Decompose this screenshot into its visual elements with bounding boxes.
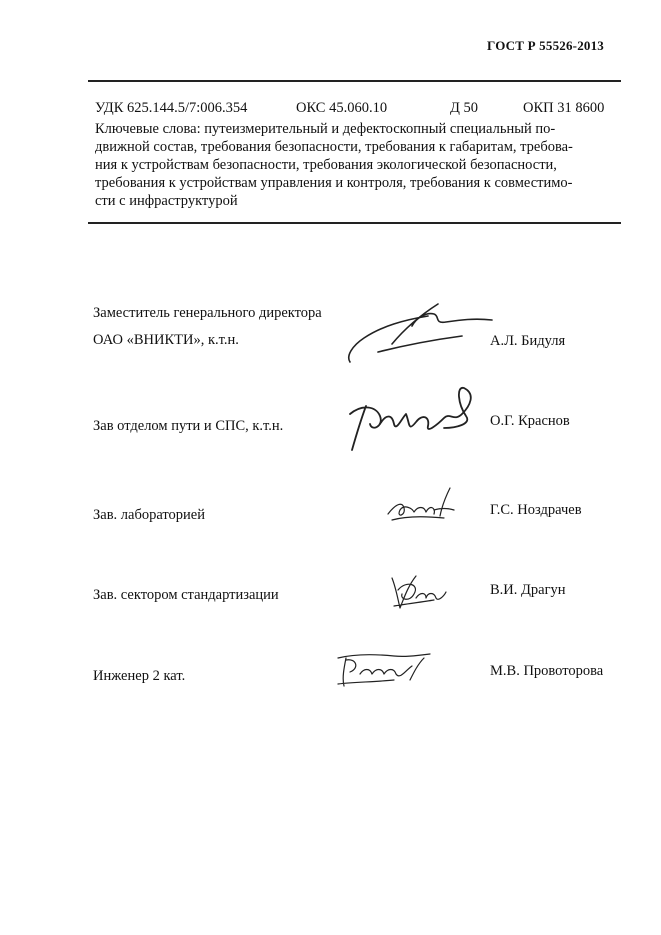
signatory-row xyxy=(93,582,623,602)
bottom-rule xyxy=(88,222,621,224)
udk-code: УДК 625.144.5/7:006.354 xyxy=(95,100,248,116)
signatory-name: В.И. Драгун xyxy=(490,582,566,598)
oks-code: ОКС 45.060.10 xyxy=(296,100,388,116)
signature-image xyxy=(342,296,512,368)
okp-code: ОКП 31 8600 xyxy=(523,100,605,116)
signatory-name: О.Г. Краснов xyxy=(490,413,570,429)
signatory-name: А.Л. Бидуля xyxy=(490,333,566,349)
signatory-title: Зав. сектором стандартизации xyxy=(93,587,279,603)
signatory-title: Заместитель генерального директора ОАО «ВНИКТИ», к.т.н. xyxy=(93,305,322,348)
keywords-paragraph: Ключевые слова: путеизмерительный и дефектоскопный специальный по- движной состав, требования безопасности, требования к габаритам, требова- ния к устройствам безопасности, требования экологической безопасности, требования к устройствам управления и контроля, требования к совместимо- сти с инфраструктурой xyxy=(95,121,573,209)
signatory-title: Инженер 2 кат. xyxy=(93,668,186,684)
top-rule xyxy=(88,80,621,82)
signatory-row xyxy=(93,502,623,522)
signature-image xyxy=(346,384,482,454)
standard-code: ГОСТ Р 55526-2013 xyxy=(487,38,604,53)
signatory-title: Зав. лабораторией xyxy=(93,507,206,523)
signatory-name: М.В. Провоторова xyxy=(490,663,604,679)
signature-image xyxy=(386,570,452,612)
classification-codes xyxy=(95,100,615,118)
signature-image xyxy=(334,650,436,690)
signatory-title: Зав отделом пути и СПС, к.т.н. xyxy=(93,418,284,434)
d-code: Д 50 xyxy=(450,100,479,116)
signatory-name: Г.С. Ноздрачев xyxy=(490,502,582,518)
signature-image xyxy=(384,486,456,526)
